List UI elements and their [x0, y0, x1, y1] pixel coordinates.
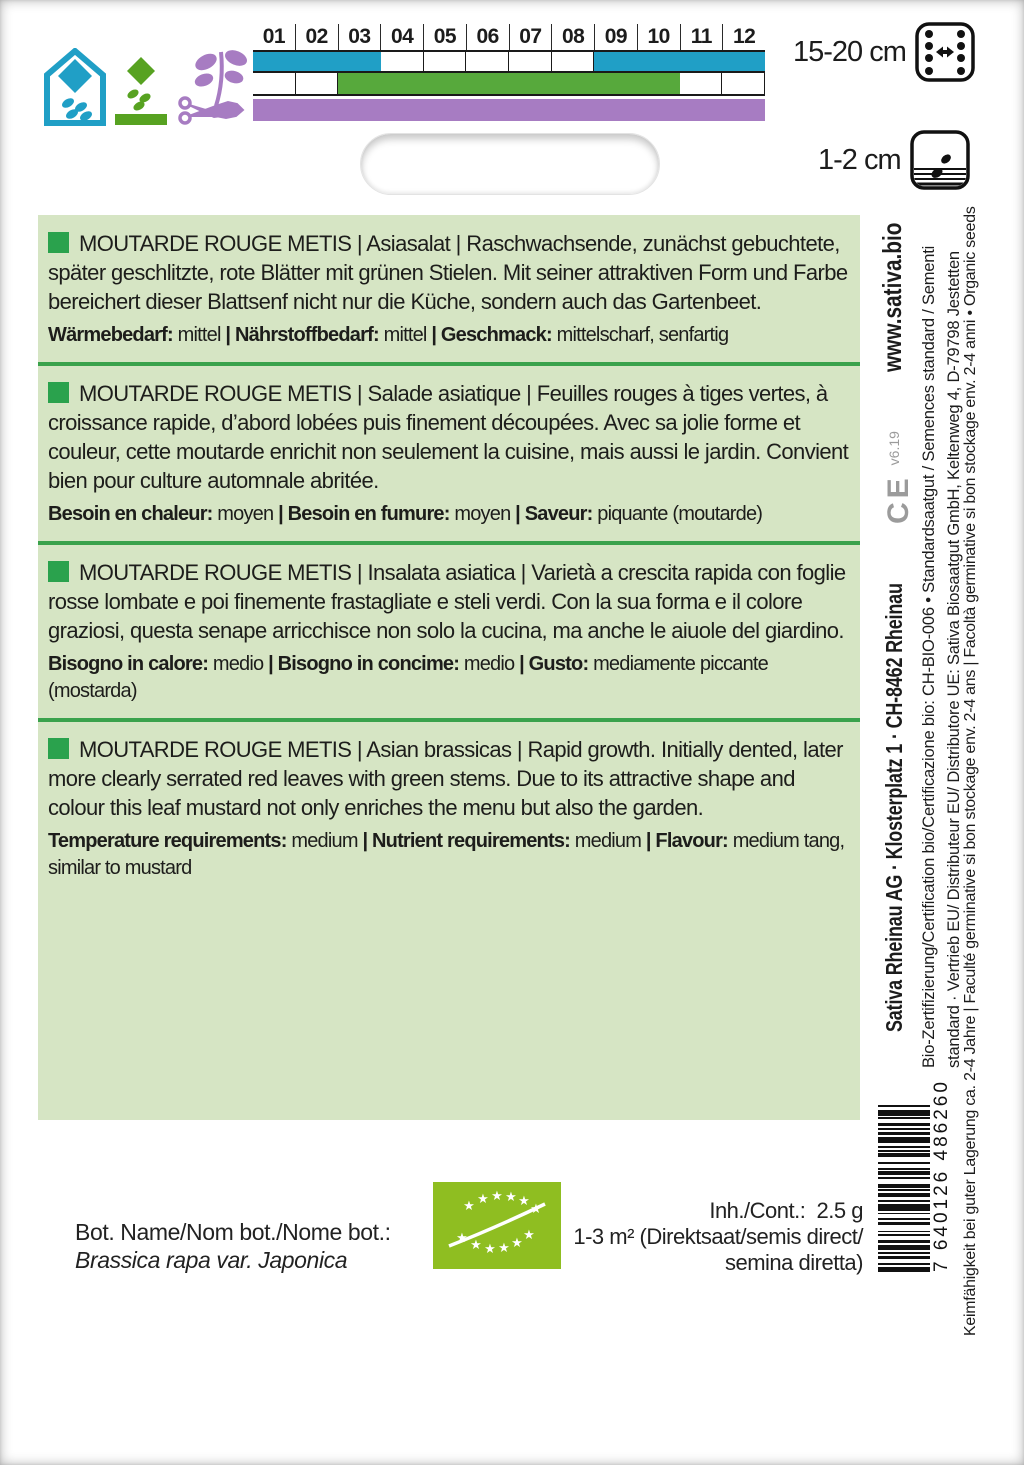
section-text: MOUTARDE ROUGE METIS | Salade asiatique | Feuilles rouges à tiges vertes, à croissance rapide, d’abord lobées puis finement découpées. Avec sa jolie forme et couleur, cette moutarde enrichit non seulement la cuisine, mais aussi le jardin. Convient bien pour culture automnale abritée.	[48, 381, 849, 493]
svg-text:★: ★	[484, 1241, 496, 1256]
sowing-pictograms	[44, 46, 254, 126]
calendar-segment-indoor-sowing	[253, 52, 381, 71]
section-paragraph	[48, 379, 850, 495]
barcode-number: 7 640126 486260	[931, 1079, 952, 1272]
green-divider	[38, 541, 860, 545]
svg-text:★: ★	[518, 1193, 530, 1208]
month-label-04: 04	[381, 24, 424, 50]
plant-spacing-icon	[915, 22, 975, 82]
svg-text:★: ★	[530, 1201, 542, 1216]
month-cell	[680, 73, 723, 94]
direct-sowing-icon	[114, 56, 168, 126]
month-label-02: 02	[296, 24, 339, 50]
svg-text:★: ★	[505, 1189, 517, 1204]
month-label-09: 09	[595, 24, 638, 50]
contents-block	[563, 1198, 863, 1276]
calendar-segment-harvest	[253, 99, 765, 121]
contents-area-2: semina diretta)	[724, 1250, 863, 1275]
month-label-10: 10	[638, 24, 681, 50]
month-label-08: 08	[552, 24, 595, 50]
month-cell	[466, 52, 509, 71]
month-cell	[381, 52, 424, 71]
month-cell	[722, 73, 765, 94]
section-info-line: Temperature requirements: medium | Nutrient requirements: medium | Flavour: medium tang, similar to mustard	[48, 830, 845, 879]
month-label-11: 11	[681, 24, 724, 50]
version-label: v6.19	[886, 431, 902, 466]
month-label-12: 12	[732, 25, 756, 48]
calendar-segment-direct-sowing	[338, 73, 679, 94]
month-cell	[296, 73, 339, 94]
green-square-bullet	[48, 382, 69, 403]
section-paragraph	[48, 229, 850, 316]
harvest-scissors-icon	[176, 46, 254, 126]
section-paragraph	[48, 558, 850, 645]
month-label-01: 01	[253, 24, 296, 50]
svg-text:★: ★	[456, 1230, 468, 1245]
description-section-de	[48, 229, 850, 349]
germination-line: Keimfähigkeit bei guter Lagerung ca. 2-4 Jahre | Faculté germinative si bon stockage env. 2-4 ans | Facoltà germinative si bon stockage env. 2-4 anni • Organic seeds	[962, 206, 979, 1337]
section-info-line: Besoin en chaleur: moyen | Besoin en fumure: moyen | Saveur: piquante (moutarde)	[48, 503, 763, 525]
calendar-months	[253, 24, 765, 50]
ce-mark-block	[882, 431, 916, 524]
distributor-line: standard · Vertrieb EU/ Distributeur EU/ Distributore UE: Sativa Biosaatgut GmbH, Keltenweg 4, D-79798 Jestetten	[944, 251, 963, 1068]
section-paragraph	[48, 735, 850, 822]
greenhouse-sowing-icon	[44, 48, 106, 126]
botanical-name-block	[75, 1218, 391, 1274]
svg-text:★: ★	[463, 1198, 475, 1213]
section-info-line: Wärmebedarf: mittel | Nährstoffbedarf: mittel | Geschmack: mittelscharf, senfartig	[48, 324, 729, 346]
calendar-row-direct-sowing	[253, 73, 765, 96]
botanical-label: Bot. Name/Nom bot./Nome bot.:	[75, 1219, 391, 1245]
month-label-03: 03	[339, 24, 382, 50]
green-square-bullet	[48, 561, 69, 582]
ce-mark: CE	[882, 474, 915, 524]
depth-label: 1-2 cm	[818, 143, 901, 176]
svg-text:★: ★	[498, 1240, 510, 1255]
calendar-row-indoor-sowing	[253, 50, 765, 73]
description-section-en	[48, 735, 850, 882]
sowing-depth-icon	[910, 130, 970, 190]
barcode	[878, 1054, 953, 1272]
month-cell	[424, 52, 467, 71]
sowing-depth	[818, 130, 970, 190]
brand-address: Sativa Rheinau AG · Klosterplatz 1 · CH-8462 Rheinau	[881, 583, 907, 1032]
month-label-05: 05	[424, 24, 467, 50]
section-text: MOUTARDE ROUGE METIS | Insalata asiatica | Varietà a crescita rapida con foglie rosse lombate e poi finemente frastagliate e steli verdi. Con la sua forma e il colore graziosi, questa senape arricchisce non solo la cucina, ma anche le aiuole del giardino.	[48, 560, 846, 643]
description-section-it	[48, 558, 850, 705]
svg-text:★: ★	[511, 1235, 523, 1250]
contents-area-1: 1-3 m² (Direktsaat/semis direct/	[573, 1224, 863, 1249]
green-square-bullet	[48, 738, 69, 759]
green-divider	[38, 718, 860, 722]
description-panel	[38, 215, 860, 1120]
contents-weight: Inh./Cont.: 2.5 g	[709, 1198, 863, 1223]
month-cell	[253, 73, 296, 94]
eu-organic-leaf-logo	[433, 1182, 561, 1269]
brand-website: www.sativa.bio	[877, 222, 907, 372]
calendar-row-harvest	[253, 99, 765, 121]
svg-text:★: ★	[491, 1188, 503, 1203]
hang-hole	[360, 133, 660, 195]
section-text: MOUTARDE ROUGE METIS | Asiasalat | Raschwachsende, zunächst gebuchtete, später geschlitzte, rote Blätter mit grünen Stielen. Mit seiner attraktiven Form und Farbe bereichert dieser Blattsenf nicht nur die Küche, sondern auch das Gartenbeet.	[48, 231, 848, 314]
month-label-07: 07	[510, 24, 553, 50]
svg-text:★: ★	[477, 1191, 489, 1206]
month-label-06: 06	[467, 24, 510, 50]
month-cell	[509, 52, 552, 71]
sowing-calendar	[253, 24, 765, 121]
spacing-label: 15-20 cm	[793, 35, 906, 68]
calendar-segment-indoor-sowing	[594, 52, 765, 71]
barcode-bars	[878, 1054, 930, 1272]
botanical-name: Brassica rapa var. Japonica	[75, 1247, 348, 1273]
section-info-line: Bisogno in calore: medio | Bisogno in concime: medio | Gusto: mediamente piccante (mostarda)	[48, 653, 768, 702]
month-cell	[552, 52, 595, 71]
green-square-bullet	[48, 232, 69, 253]
svg-text:★: ★	[523, 1227, 535, 1242]
plant-spacing	[793, 22, 975, 82]
green-divider	[38, 362, 860, 366]
section-text: MOUTARDE ROUGE METIS | Asian brassicas | Rapid growth. Initially dented, later more clearly serrated red leaves with green stems. Due to its attractive shape and colour this leaf mustard not only enriches the menu but also the garden.	[48, 737, 843, 820]
bio-certification-line: Bio-Zertifizierung/Certification bio/Certificazione bio: CH-BIO-006 • Standardsaatgut / Semences standard / Sementi	[919, 245, 938, 1069]
description-section-fr	[48, 379, 850, 528]
svg-text:★: ★	[470, 1237, 482, 1252]
